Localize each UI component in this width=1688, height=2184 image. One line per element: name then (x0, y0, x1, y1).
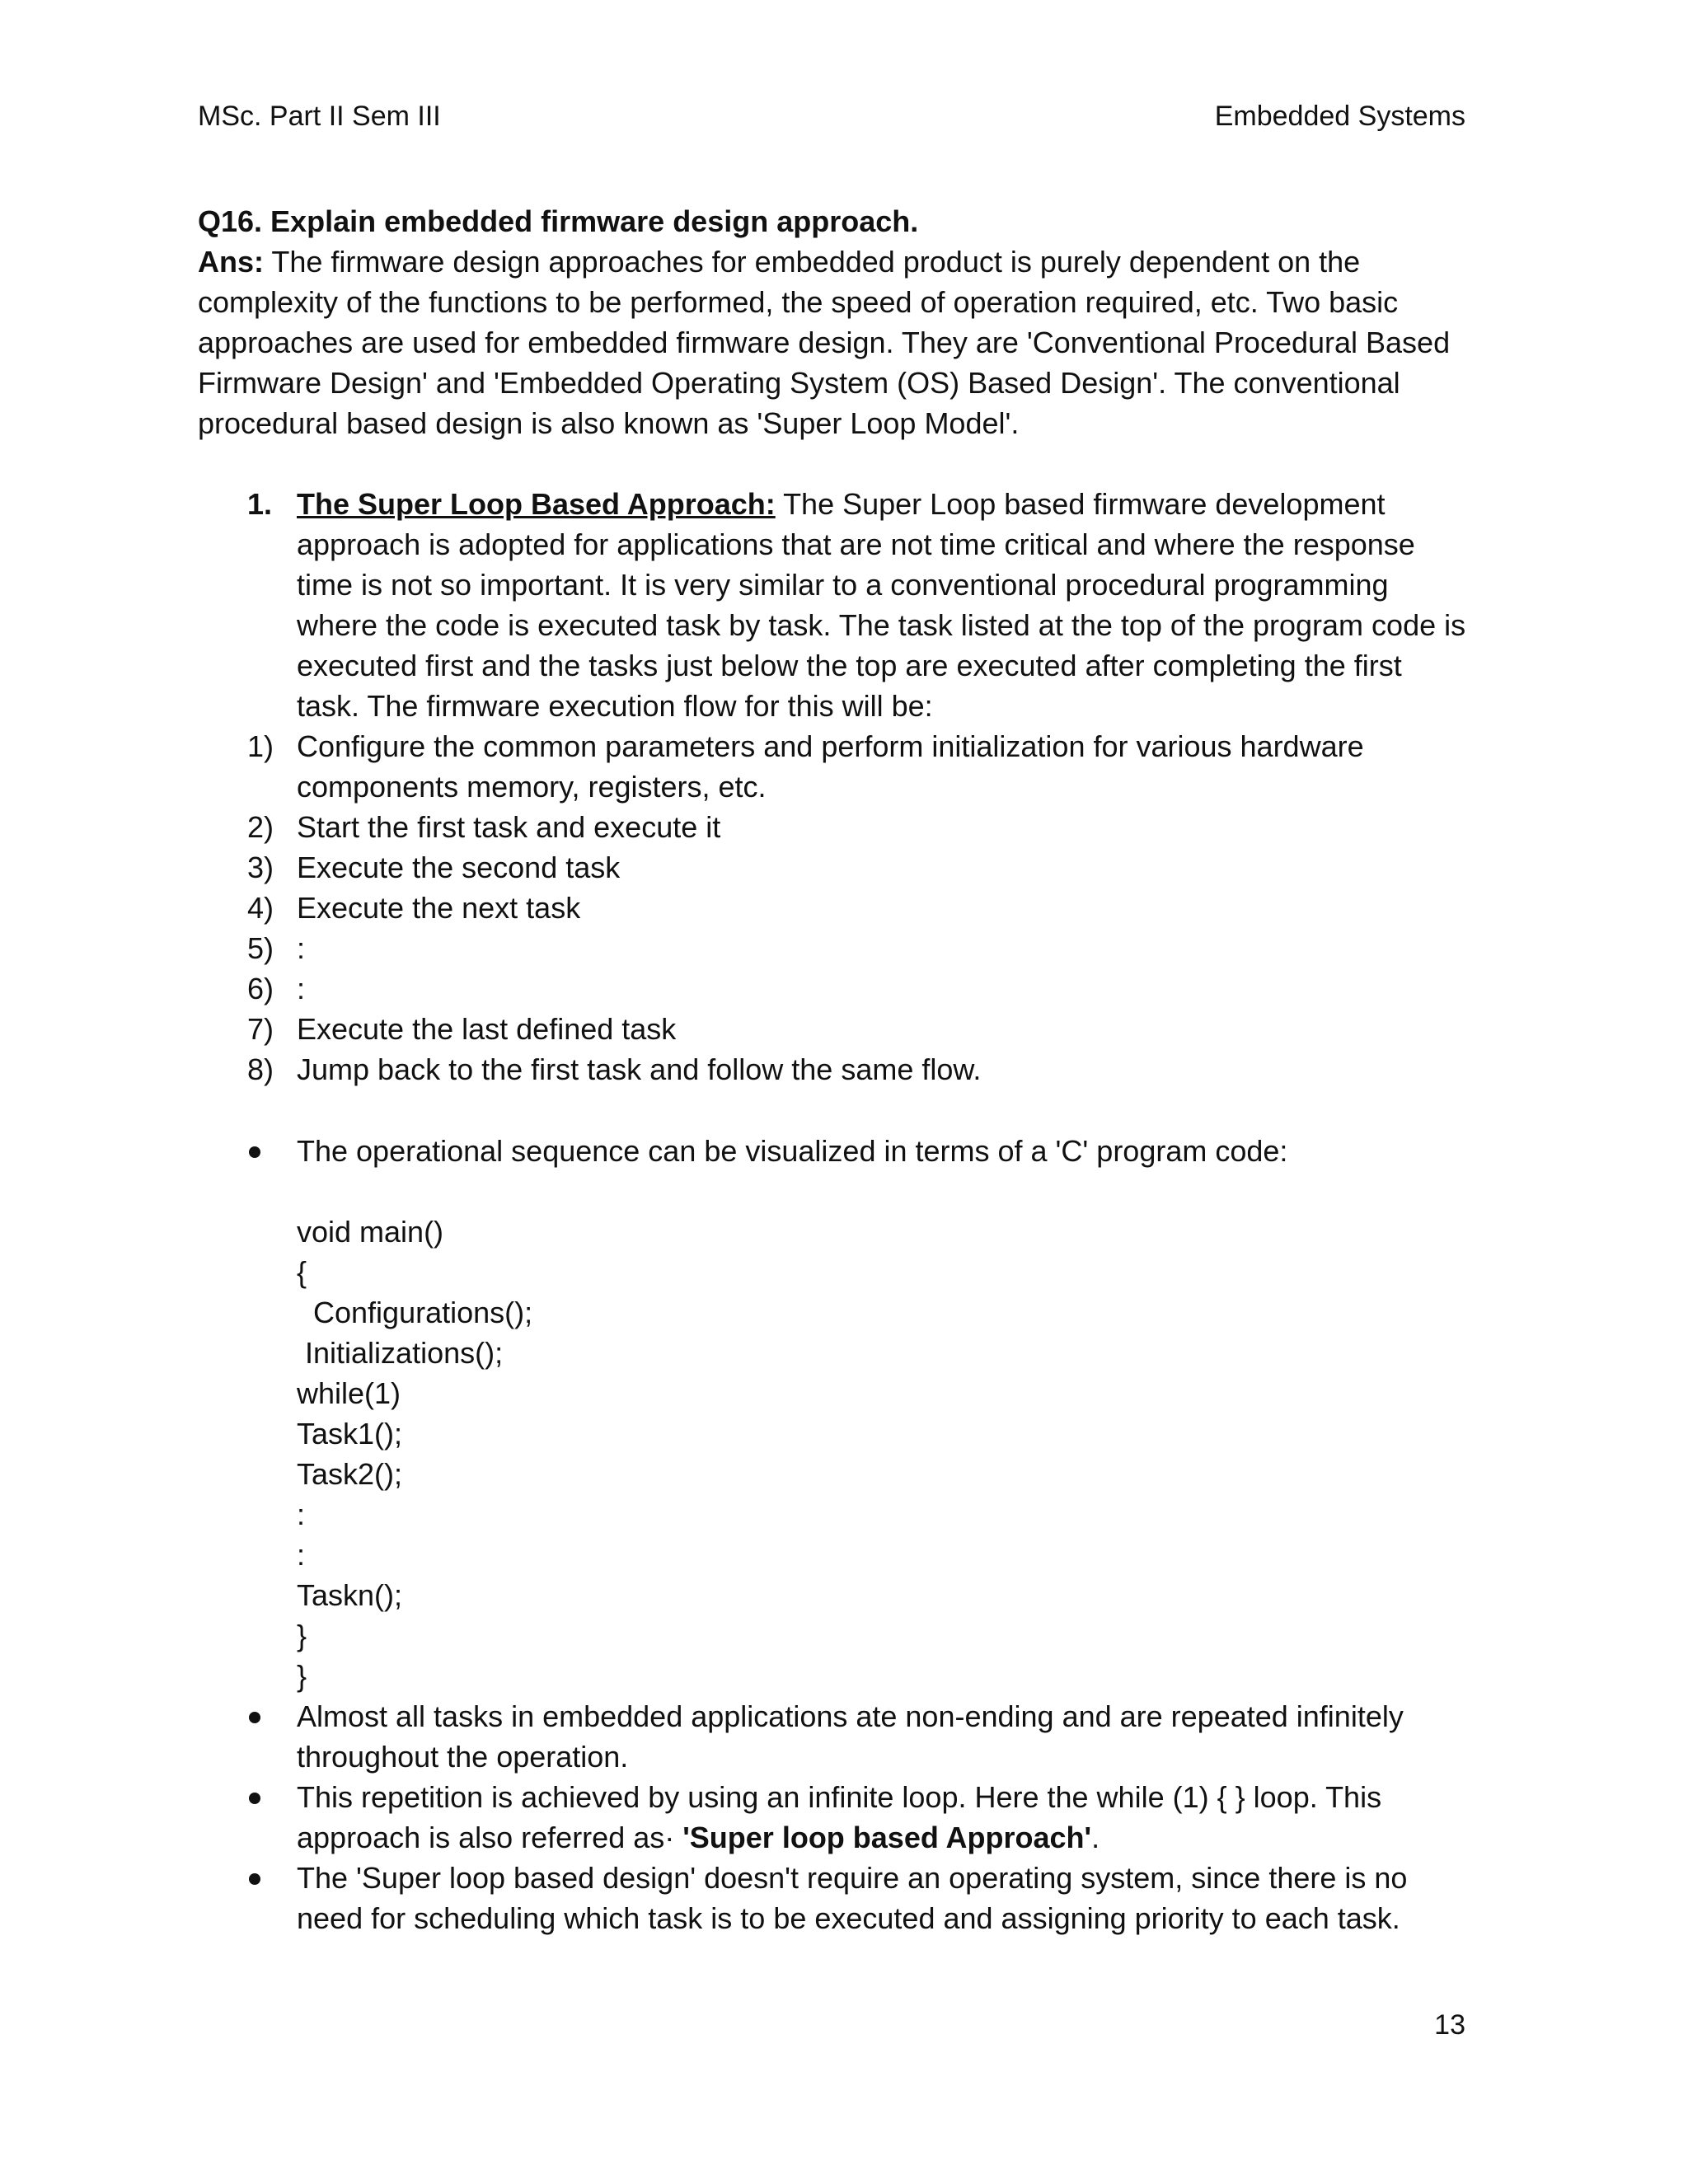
code-line: void main() (297, 1215, 444, 1249)
bullet-text: This repetition is achieved by using an infinite loop. Here the while (1) { } loop. This approach is also referred as· (297, 1780, 1382, 1854)
step-text: Execute the second task (297, 851, 621, 884)
step-number: 6) (247, 972, 274, 1005)
step-text: Jump back to the first task and follow the same flow. (297, 1052, 982, 1086)
code-line: } (297, 1619, 307, 1652)
step-text: : (297, 931, 306, 965)
bullet-dot (249, 1712, 260, 1723)
bullet-dot (249, 1793, 260, 1804)
step-text: : (297, 972, 306, 1005)
list-item (198, 928, 1467, 968)
code-line: : (297, 1538, 306, 1572)
list-item (198, 888, 1467, 928)
step-number: 7) (247, 1012, 274, 1046)
step-number: 3) (247, 851, 274, 884)
bullet-item (198, 1858, 1467, 1938)
list-item (198, 1049, 1467, 1090)
step-number: 2) (247, 810, 274, 844)
bullet-text: The 'Super loop based design' doesn't require an operating system, since there is no need for scheduling which task is to be executed and assigning priority to each task. (297, 1861, 1408, 1935)
bullet-text-end: . (1091, 1821, 1100, 1854)
bullet-text: Almost all tasks in embedded applications ate non-ending and are repeated infinitely throughout the operation. (297, 1699, 1404, 1774)
bullet-bold-term: 'Super loop based Approach' (682, 1821, 1092, 1854)
page-number: 13 (1434, 2009, 1465, 2041)
step-number: 8) (247, 1052, 274, 1086)
question-title: Q16. Explain embedded firmware design approach. (198, 204, 919, 238)
code-line: Configurations(); (297, 1296, 533, 1329)
list-item (198, 726, 1467, 807)
code-line: { (297, 1255, 307, 1289)
code-line: while(1) (297, 1376, 401, 1410)
bullet-dot (249, 1873, 260, 1885)
code-line: Initializations(); (297, 1336, 504, 1370)
code-line: Taskn(); (297, 1578, 403, 1612)
section-super-loop (198, 484, 1467, 726)
code-line: Task2(); (297, 1457, 403, 1491)
step-text: Start the first task and execute it (297, 810, 721, 844)
flow-steps-list (198, 726, 1467, 1090)
step-text: Configure the common parameters and perform initialization for various hardware components memory, registers, etc. (297, 729, 1364, 804)
ans-text: The firmware design approaches for embedded product is purely dependent on the complexity of the functions to be performed, the speed of operation required, etc. Two basic approaches are used for embedded firmware design. They are 'Conventional Procedural Based Firmware Design' and 'Embedded Operating System (OS) Based Design'. The conventional procedural based design is also known as 'Super Loop Model'. (198, 245, 1451, 440)
step-text: Execute the next task (297, 891, 581, 925)
section-title: The Super Loop Based Approach: (297, 487, 776, 521)
code-line: } (297, 1659, 307, 1693)
code-line: Task1(); (297, 1417, 403, 1451)
header-right: Embedded Systems (1214, 101, 1465, 132)
step-number: 1) (247, 729, 274, 763)
bullet-dot (249, 1146, 260, 1158)
step-number: 5) (247, 931, 274, 965)
list-item (198, 1009, 1467, 1049)
section-text: The Super Loop based firmware development approach is adopted for applications that are not time critical and where the response time is not so important. It is very similar to a conventional procedural programming where the code is executed task by task. The task listed at the top of the program code is executed first and the tasks just below the top are executed after completing the first task. The firmware execution flow for this will be: (297, 487, 1466, 723)
bullet-item (198, 1696, 1467, 1777)
ans-label: Ans: (198, 245, 264, 279)
step-text: Execute the last defined task (297, 1012, 677, 1046)
bullet-text: The operational sequence can be visualized in terms of a 'C' program code: (297, 1134, 1288, 1168)
list-item (198, 968, 1467, 1009)
bullet-item (198, 1131, 1467, 1171)
section-number: 1. (247, 487, 273, 521)
page-body (198, 201, 1467, 1938)
list-item (198, 807, 1467, 847)
header-left: MSc. Part II Sem III (198, 101, 441, 132)
answer-paragraph (198, 241, 1467, 443)
bullet-item (198, 1777, 1467, 1858)
step-number: 4) (247, 891, 274, 925)
code-block (198, 1212, 1467, 1696)
code-line: : (297, 1497, 306, 1531)
list-item (198, 847, 1467, 888)
